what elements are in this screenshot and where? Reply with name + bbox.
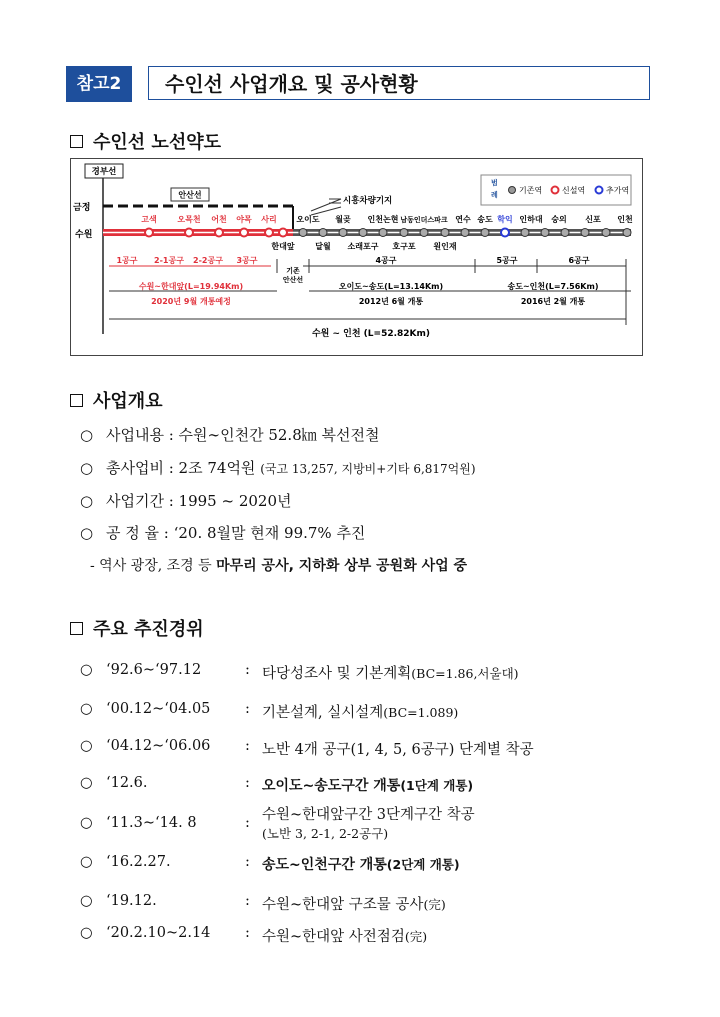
segment-open: 2020년 9월 개통예정 (151, 297, 231, 306)
bullet-circle-icon: ○ (80, 925, 93, 941)
page-title: 수인선 사업개요 및 공사현황 (148, 66, 650, 100)
section-label: 3공구 (236, 256, 258, 265)
bullet-circle-icon: ○ (80, 662, 93, 678)
section-label-ansan: 안산선 (282, 276, 304, 284)
legend-title-1: 범 (491, 179, 498, 187)
station-label: 오목천 (177, 215, 201, 224)
section-label: 2-1공구 (154, 256, 184, 265)
station-label: 연수 (455, 215, 471, 224)
station-label: 인하대 (519, 215, 543, 224)
title-bar (66, 66, 652, 102)
checkbox-square-icon (70, 135, 83, 148)
label-depot: 시흥차량기지 (343, 196, 393, 206)
section-label-ansan: 기존 (286, 267, 300, 275)
segment-name: 수원~한대앞(L=19.94Km) (138, 282, 244, 291)
checkbox-square-icon (70, 622, 83, 635)
station-label: 남동인더스파크 (400, 216, 448, 224)
label-suwon: 수원 (75, 230, 93, 240)
station-label: 고색 (141, 215, 157, 224)
label-ansan: 안산선 (178, 190, 202, 200)
station-label: 인천 (617, 215, 633, 224)
bullet-circle-icon: ○ (80, 701, 93, 717)
legend-existing: 기존역 (519, 186, 543, 195)
bullet-circle-icon: ○ (80, 893, 93, 909)
station-label: 인천논현 (367, 215, 399, 224)
station-label: 송도 (477, 215, 493, 224)
bullet-circle-icon: ○ (80, 459, 94, 477)
map-total: 수원 ~ 인천 (L=52.82Km) (311, 329, 431, 339)
segment-name: 송도~인천(L=7.56Km) (507, 282, 599, 291)
overview-period: ○ 사업기간 : 1995 ~ 2020년 (80, 492, 292, 510)
legend-title-2: 례 (491, 191, 498, 199)
overview-note: - 역사 광장, 조경 등 마무리 공사, 지하화 상부 공원화 사업 중 (90, 558, 468, 574)
station-label: 어천 (211, 215, 227, 224)
overview-progress: ○ 공 정 율 : ‘20. 8월말 현재 99.7% 추진 (80, 524, 366, 542)
section-history-heading: 주요 추진경위 (70, 615, 204, 641)
station-label: 월곶 (335, 215, 351, 224)
station-label: 소래포구 (347, 242, 379, 251)
bullet-circle-icon: ○ (80, 426, 94, 444)
legend-added: 추가역 (606, 186, 630, 195)
section-label: 1공구 (116, 256, 138, 265)
segment-name: 오이도~송도(L=13.14Km) (338, 282, 444, 291)
station-label: 호구포 (392, 242, 416, 251)
bullet-circle-icon: ○ (80, 492, 94, 510)
bullet-circle-icon: ○ (80, 775, 93, 791)
section-label: 2-2공구 (193, 256, 223, 265)
title-tag: 참고2 (66, 66, 132, 102)
section-label: 5공구 (496, 256, 518, 265)
station-label: 오이도 (296, 215, 320, 224)
station-label: 학익 (497, 215, 513, 224)
station-label: 원인재 (433, 242, 457, 251)
station-label: 숭의 (551, 215, 567, 224)
section-overview-heading: 사업개요 (70, 387, 163, 413)
bullet-circle-icon: ○ (80, 738, 93, 754)
bullet-circle-icon: ○ (80, 815, 93, 831)
overview-cost: ○ 총사업비 : 2조 74억원 (국고 13,257, 지방비+기타 6,817억원) (80, 459, 476, 477)
segment-open: 2012년 6월 개통 (358, 297, 424, 306)
bullet-circle-icon: ○ (80, 524, 94, 542)
station-label: 신포 (585, 215, 601, 224)
station-label: 달월 (315, 242, 331, 251)
bullet-circle-icon: ○ (80, 854, 93, 870)
section-label: 6공구 (568, 256, 590, 265)
station-label: 사리 (261, 215, 277, 224)
segment-open: 2016년 2월 개통 (520, 297, 586, 306)
label-gyeongbu: 경부선 (91, 167, 117, 177)
station-label: 한대앞 (271, 242, 295, 251)
legend-new: 신설역 (562, 186, 586, 195)
route-map (70, 158, 643, 356)
checkbox-square-icon (70, 394, 83, 407)
overview-content: ○ 사업내용 : 수원∼인천간 52.8㎞ 복선전철 (80, 426, 380, 444)
label-geumjeong: 금정 (73, 203, 91, 213)
section-map-heading: 수인선 노선약도 (70, 128, 221, 154)
section-label: 4공구 (375, 256, 397, 265)
station-label: 야목 (236, 215, 252, 224)
